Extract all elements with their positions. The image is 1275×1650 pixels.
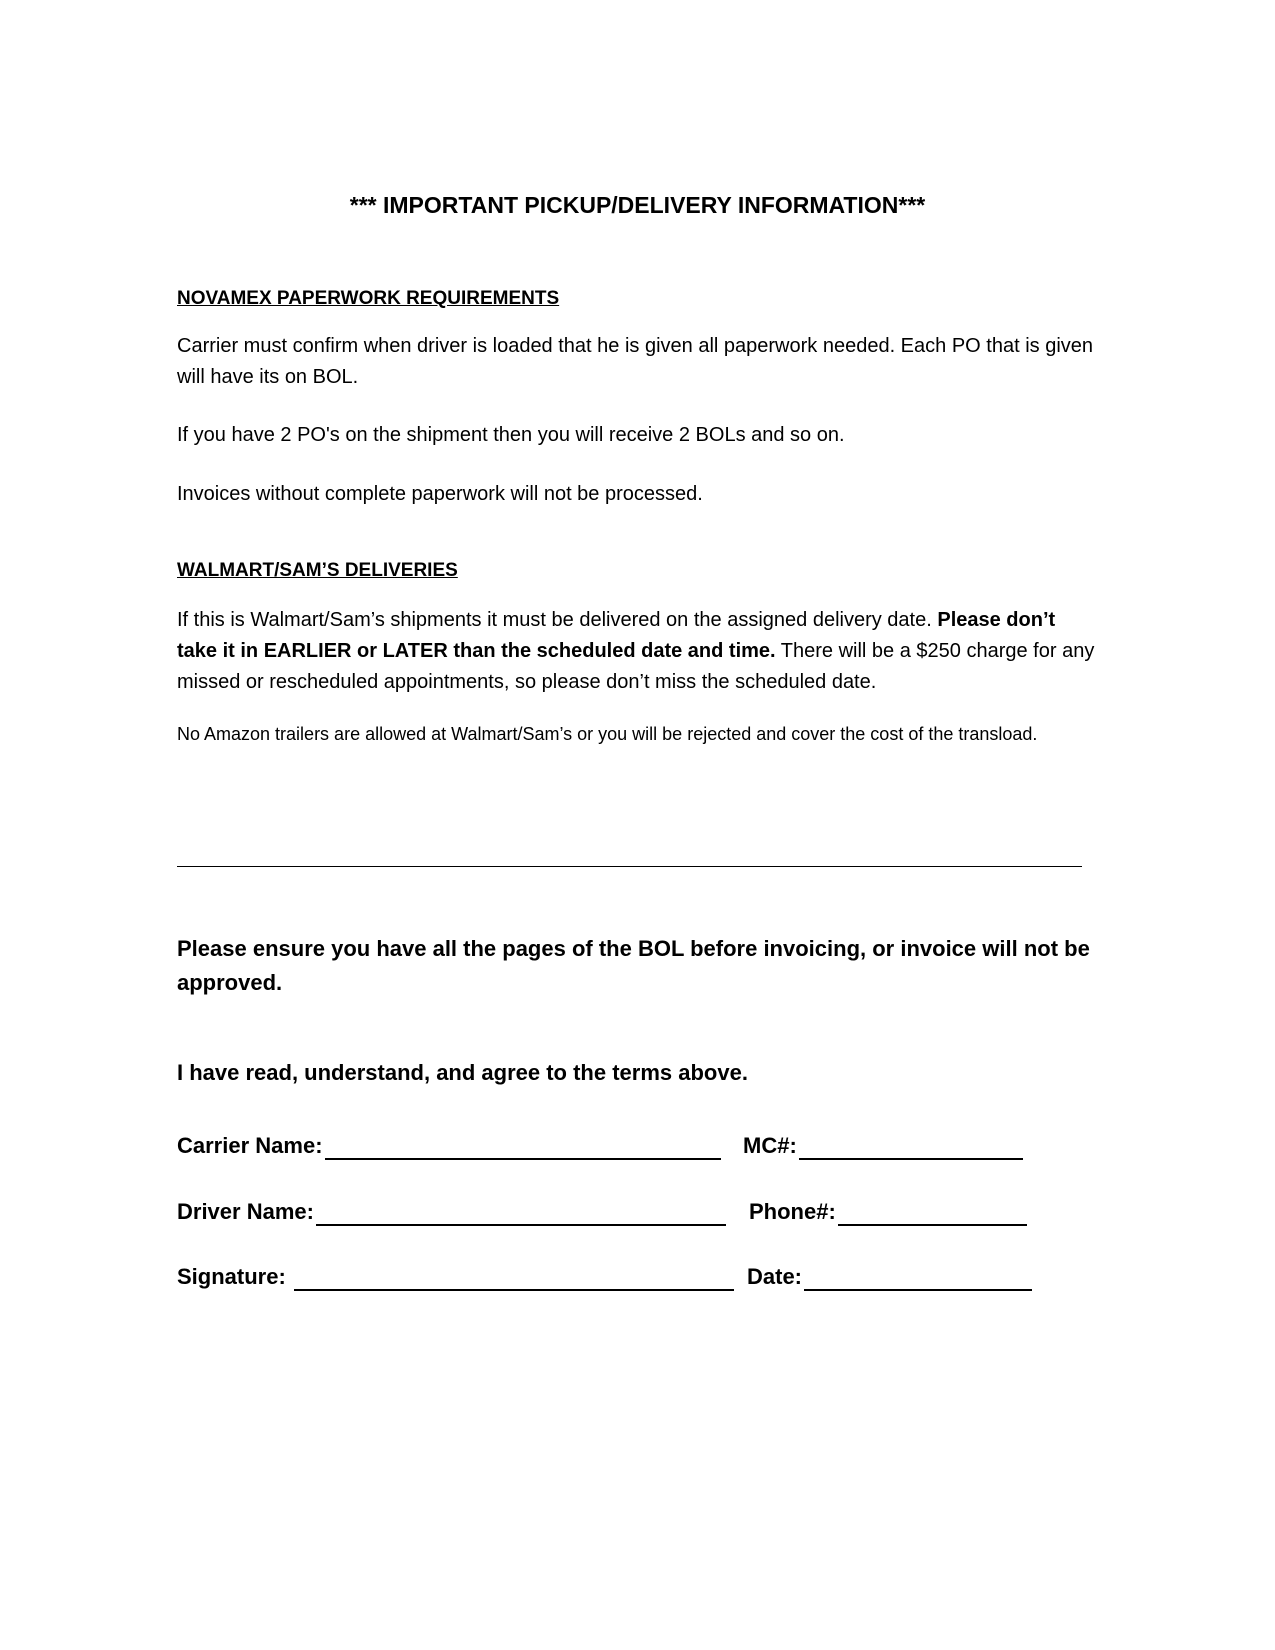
walmart-paragraph bbox=[177, 605, 1097, 698]
date-field[interactable] bbox=[747, 1259, 1032, 1291]
mc-number-field[interactable] bbox=[743, 1128, 1023, 1160]
driver-name-field[interactable] bbox=[177, 1194, 726, 1226]
amazon-trailer-note: No Amazon trailers are allowed at Walmart/Sam’s or you will be rejected and cover the cost of the transload. bbox=[177, 724, 1038, 744]
agreement-statement: I have read, understand, and agree to the terms above. bbox=[177, 1060, 748, 1085]
driver-name-label: Driver Name: bbox=[177, 1199, 314, 1224]
divider-line bbox=[177, 866, 1082, 867]
field-row-carrier bbox=[177, 1128, 1077, 1160]
mc-number-line[interactable] bbox=[799, 1134, 1023, 1160]
phone-number-label: Phone#: bbox=[749, 1199, 836, 1224]
novamex-paragraph-3: Invoices without complete paperwork will not be processed. bbox=[177, 483, 703, 505]
carrier-name-field[interactable] bbox=[177, 1128, 721, 1160]
walmart-schedule-warning: Please don’t take it in EARLIER or LATER than the scheduled date and time. bbox=[177, 609, 1056, 662]
date-line[interactable] bbox=[804, 1265, 1032, 1291]
mc-number-label: MC#: bbox=[743, 1133, 797, 1158]
novamex-paragraph-2: If you have 2 PO's on the shipment then you will receive 2 BOLs and so on. bbox=[177, 424, 845, 446]
page-title: *** IMPORTANT PICKUP/DELIVERY INFORMATION*** bbox=[349, 192, 926, 218]
driver-name-line[interactable] bbox=[316, 1200, 726, 1226]
bol-notice: Please ensure you have all the pages of the BOL before invoicing, or invoice will not be approved. bbox=[177, 936, 1090, 995]
field-row-driver bbox=[177, 1194, 1077, 1226]
signature-line[interactable] bbox=[294, 1265, 734, 1291]
walmart-intro: If this is Walmart/Sam’s shipments it must be delivered on the assigned delivery date. bbox=[177, 609, 932, 631]
walmart-fee-note: There will be a $250 charge for any missed or rescheduled appointments, so please don’t miss the scheduled date. bbox=[177, 640, 1095, 693]
carrier-name-label: Carrier Name: bbox=[177, 1133, 323, 1158]
phone-number-field[interactable] bbox=[749, 1194, 1027, 1226]
carrier-name-line[interactable] bbox=[325, 1134, 721, 1160]
phone-number-line[interactable] bbox=[838, 1200, 1027, 1226]
walmart-heading: WALMART/SAM’S DELIVERIES bbox=[177, 560, 458, 581]
signature-label: Signature: bbox=[177, 1264, 286, 1289]
signature-field[interactable] bbox=[177, 1259, 734, 1291]
novamex-heading: NOVAMEX PAPERWORK REQUIREMENTS bbox=[177, 288, 560, 309]
date-label: Date: bbox=[747, 1264, 803, 1289]
novamex-paragraph-1: Carrier must confirm when driver is loaded that he is given all paperwork needed. Each PO that is given will have its on BOL. bbox=[177, 335, 1094, 388]
field-row-signature bbox=[177, 1259, 1077, 1291]
